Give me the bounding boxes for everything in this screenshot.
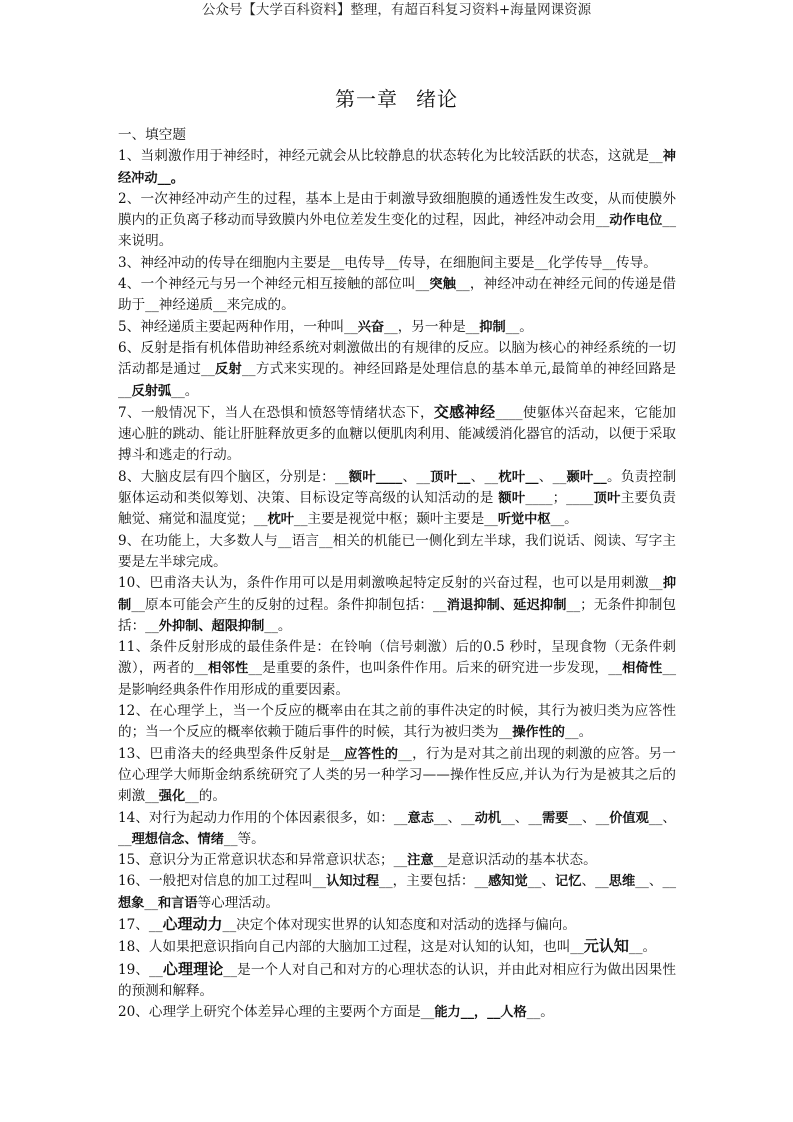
answer-text: 动机	[474, 810, 502, 826]
fill-blank-question	[118, 146, 676, 189]
question-text: __方式来实现的。神经回路是处理信息的基本单元,最简单的神经回路是__	[118, 361, 677, 399]
answer-text: 枕叶	[267, 512, 294, 528]
question-text: 16、一般把对信息的加工过程叫__	[118, 873, 327, 890]
question-text: __。	[264, 617, 292, 634]
answer-text: 理想信念、情绪	[131, 831, 224, 847]
question-text: 15、意识分为正常意识状态和异常意识状态；__	[118, 852, 408, 869]
answer-text: 心理动力	[162, 914, 223, 933]
question-text: 、__	[581, 873, 609, 890]
question-text: 2、一次神经冲动产生的过程，基本上是由于刺激导致细胞膜的通透性发生改变，从而使膜外膜内的正负离子移动而导致膜内外电位差发生变化的过程，因此，神经冲动会用__	[118, 190, 676, 229]
question-text: 8、大脑皮层有四个脑区，分别是：__	[118, 468, 349, 485]
fill-blank-question	[118, 274, 676, 317]
question-text: __决定个体对现实世界的认知态度和对活动的选择与偏向。	[222, 916, 576, 933]
answer-text: 顶叶__	[429, 469, 471, 485]
question-text: 10、巴甫洛夫认为，条件作用可以是用刺激唤起特定反射的兴奋过程，也可以是用刺激__	[118, 575, 663, 592]
chapter-title	[0, 86, 793, 112]
fill-blank-question	[118, 871, 676, 914]
answer-text: 突触	[429, 277, 457, 293]
answer-text: 感知觉	[488, 874, 528, 890]
question-text: __、__	[568, 809, 610, 826]
answer-text: 听觉中枢	[497, 512, 551, 528]
question-text: 。负责控制躯体运动和类似筹划、决策、目标设定等高级的认知活动的是	[118, 468, 677, 507]
fill-blank-question	[118, 914, 676, 936]
fill-blank-question	[118, 317, 676, 338]
fill-blank-question	[118, 402, 676, 467]
fill-blank-question	[118, 808, 676, 851]
question-text: 18、人如果把意识指向自己内部的大脑加工过程，这是对认知的认知，也叫__	[118, 939, 584, 956]
fill-blank-question	[118, 338, 676, 402]
question-text: 3、神经冲动的传导在细胞内主要是__电传导__传导，在细胞间主要是__化学传导__传导。	[118, 254, 657, 271]
answer-text: 消退抑制、延迟抑制	[446, 597, 567, 613]
question-text: __主要是视觉中枢；颞叶主要是__	[293, 511, 498, 528]
question-text: __，主要包括：__	[379, 873, 489, 890]
answer-text: 能力	[434, 1005, 461, 1021]
answer-text: 人格	[500, 1005, 527, 1021]
answer-text: 意志	[407, 810, 434, 826]
question-text: 12、在心理学上，当一个反应的概率由在其之前的事件决定的时候，其行为被归类为应答性的；当一个反应的概率依赖于随后事件的时候，其行为被归类为__	[118, 703, 676, 741]
question-text: 1、当刺激作用于神经时，神经元就会从比较静息的状态转化为比较活跃的状态，这就是__	[118, 148, 663, 165]
chapter-number: 第一章	[335, 87, 398, 111]
answer-text: 价值观	[609, 810, 649, 826]
answer-text: 交感神经	[433, 402, 496, 421]
question-text: __等。	[223, 830, 265, 847]
question-text: 17、__	[118, 916, 163, 933]
answer-text: 顶叶	[593, 491, 621, 507]
question-text: ____；____	[525, 490, 594, 507]
answer-text: 强化	[158, 789, 186, 805]
fill-blank-question	[118, 850, 676, 871]
answer-text: 兴奋	[357, 319, 385, 335]
question-text: ____使躯体兴奋起来，它能加速心脏的跳动、能让肝脏释放更多的血糖以便肌肉利用、能减缓消化器官的活动，以便于采取搏斗和逃走的行动。	[118, 404, 676, 464]
question-text: __	[144, 894, 158, 911]
question-list	[118, 146, 676, 1023]
question-text: __、__	[501, 809, 542, 826]
fill-blank-question	[118, 573, 676, 637]
question-text: 13、巴甫洛夫的经典型条件反射是__	[118, 745, 344, 762]
answer-text: 反射	[214, 362, 242, 378]
answer-text: 元认知	[583, 937, 629, 956]
answer-text: 枕叶__	[498, 469, 539, 485]
question-text: __。	[526, 1004, 554, 1021]
fill-blank-question	[118, 744, 676, 808]
answer-text: 认知过程	[326, 874, 380, 890]
question-text: __是重要的条件，也叫条件作用。后来的研究进一步发现，__	[248, 660, 622, 677]
question-text: 、__	[470, 468, 499, 485]
question-text: __原本可能会产生的反射的过程。条件抑制包括：__	[131, 596, 447, 613]
answer-text: __。	[157, 170, 184, 186]
question-text: __，行为是对其之前出现的刺激的应答。另一位心理学大师斯金纳系统研究了人类的另一种学习——操作性反应,并认为行为是被其之后的刺激__	[118, 745, 677, 805]
question-text: __是影响经典条件作用形成的重要因素。	[118, 660, 677, 698]
answer-text: 操作性的	[512, 725, 565, 741]
fill-blank-question	[118, 531, 676, 574]
question-text: 9、在功能上，大多数人与__语言__相关的机能已一侧化到左半球，我们说话、阅读、写字主要是左半球完成。	[118, 532, 676, 570]
answer-text: 抑制	[479, 319, 506, 335]
question-text: __是意识活动的基本状态。	[433, 852, 597, 869]
fill-blank-question	[118, 253, 676, 274]
answer-text: 外抑制、超限抑制	[158, 618, 265, 634]
question-text: 6、反射是指有机体借助神经系统对刺激做出的有规律的反应。以脑为核心的神经系统的一切活动都是通过__	[118, 339, 676, 378]
question-text: __。	[628, 939, 657, 956]
chapter-name: 绪论	[416, 87, 458, 111]
answer-text: 反射弧	[131, 383, 172, 399]
answer-text: 相邻性	[207, 661, 249, 677]
fill-blank-question	[118, 959, 676, 1003]
question-text: 14、对行为起动力作用的个体因素很多，如：__	[118, 809, 408, 826]
section-heading: 一、填空题	[118, 127, 186, 143]
question-text: __、	[527, 873, 556, 890]
watermark-header: 公众号【大学百科资料】整理，有超百科复习资料+海量网课资源	[201, 2, 592, 18]
answer-text: 神经冲动	[118, 149, 676, 186]
question-text: __，另一种是__	[384, 318, 480, 335]
question-text: 4、一个神经元与另一个神经元相互接触的部位叫__	[118, 276, 430, 293]
fill-blank-question	[118, 467, 676, 531]
answer-text: 额叶____	[348, 469, 403, 485]
question-text: 、__	[538, 468, 567, 485]
question-text: __；无条件抑制包括：__	[118, 596, 677, 634]
question-text: 5、神经递质主要起两种作用，一种叫__	[118, 318, 358, 335]
fill-blank-question	[118, 1002, 676, 1023]
question-text: 主要负责触觉、痛觉和温度觉；__	[118, 490, 677, 528]
answer-text: __，__	[460, 1005, 501, 1021]
fill-blank-question	[118, 701, 676, 744]
question-text: __。	[564, 724, 593, 741]
question-text: __、__	[635, 873, 677, 890]
answer-text: 额叶	[498, 491, 526, 507]
question-text: __。	[550, 511, 578, 528]
question-text: __。	[171, 382, 199, 399]
question-text: 等心理活动。	[197, 894, 280, 911]
answer-text: 心理理论	[162, 959, 224, 978]
answer-text: 和言语	[157, 895, 198, 911]
question-text: __、__	[118, 809, 677, 847]
fill-blank-question	[118, 189, 676, 253]
answer-text: 抑制	[118, 576, 676, 613]
question-text: 7、一般情况下，当人在恐惧和愤怒等情绪状态下，	[118, 404, 434, 421]
question-text: 20、心理学上研究个体差异心理的主要两个方面是__	[118, 1004, 435, 1021]
answer-text: 颞叶__	[566, 469, 607, 485]
question-text: __的。	[185, 788, 226, 805]
question-text: 19、__	[118, 961, 163, 978]
question-text: __来说明。	[118, 212, 677, 250]
answer-text: 应答性的	[343, 746, 399, 762]
answer-text: 相倚性	[621, 661, 663, 677]
answer-text: 需要	[541, 810, 569, 826]
question-text: __，神经冲动在神经元间的传递是借助于__神经递质__来完成的。	[118, 276, 676, 314]
fill-blank-question	[118, 936, 676, 958]
answer-text: 动作电位	[609, 213, 663, 229]
answer-text: 注意	[407, 853, 434, 869]
question-text: __、__	[433, 809, 475, 826]
question-text: 11、条件反射形成的最佳条件是：在铃响（信号刺激）后的0.5 秒时，呈现食物（无条件刺激），两者的__	[118, 639, 676, 677]
question-text: __。	[505, 318, 533, 335]
document-body	[118, 125, 676, 1023]
answer-text: 思维	[608, 874, 636, 890]
answer-text: 记忆	[555, 874, 582, 890]
answer-text: 想象	[118, 895, 145, 911]
question-text: __是一个人对自己和对方的心理状态的认识，并由此对相应行为做出因果性的预测和解释。	[118, 961, 676, 999]
question-text: 、__	[402, 468, 430, 485]
fill-blank-question	[118, 637, 676, 701]
